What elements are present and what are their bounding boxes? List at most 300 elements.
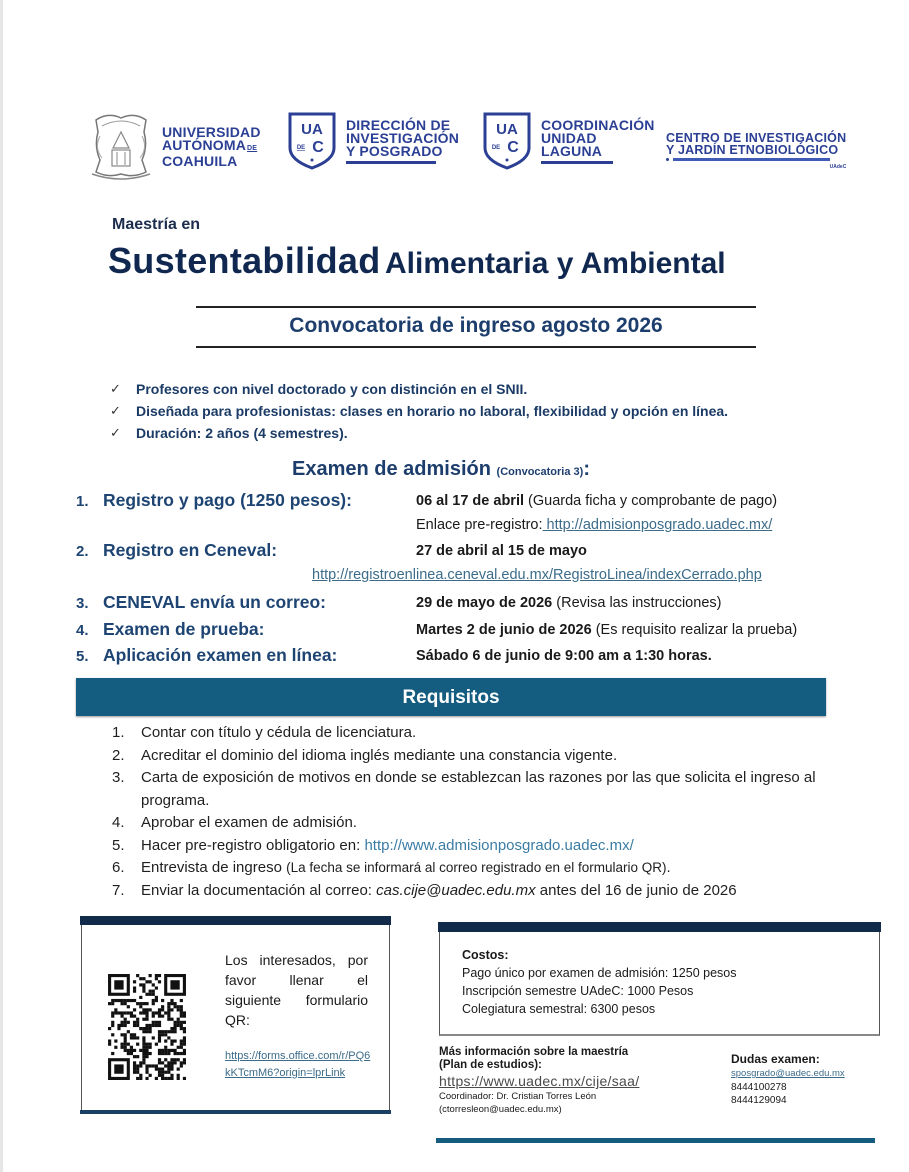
qr-module (127, 999, 130, 1002)
qr-module (133, 1055, 136, 1058)
qr-module (133, 1008, 136, 1011)
costs-content (462, 946, 737, 1018)
qr-module (127, 1021, 130, 1024)
qr-module (145, 1024, 148, 1027)
qr-module (136, 1036, 139, 1039)
qr-module (149, 1024, 152, 1027)
qr-module (149, 974, 152, 977)
qr-module (167, 1015, 170, 1018)
qr-module (167, 1068, 170, 1071)
qr-module (180, 1027, 183, 1030)
qr-module (158, 1033, 161, 1036)
qr-module (167, 1036, 170, 1039)
qr-module (152, 1064, 155, 1067)
uadec-logo (88, 112, 261, 182)
qr-module (155, 1064, 158, 1067)
qr-module (142, 1058, 145, 1061)
uadec-logo-text (162, 126, 261, 168)
qr-module (121, 1021, 124, 1024)
costs-box (439, 922, 880, 1036)
pretitle: Maestría en (112, 216, 201, 233)
qr-module (152, 993, 155, 996)
qr-module (152, 1002, 155, 1005)
highlight-text: Diseñada para profesionistas: clases en horario no laboral, flexibilidad y opción en línea. (136, 403, 729, 419)
exam-title: Examen de admisión (292, 458, 491, 480)
qr-module (164, 1039, 167, 1042)
qr-module (145, 1068, 148, 1071)
qr-module (161, 1061, 164, 1064)
qr-module (155, 1043, 158, 1046)
qr-module (121, 1011, 124, 1014)
qr-module (136, 1071, 139, 1074)
qr-module (139, 1005, 142, 1008)
qr-module (117, 1024, 120, 1027)
qr-box-top-bar (80, 916, 391, 925)
qr-module (167, 1077, 170, 1080)
shield-c: C (507, 139, 519, 156)
qr-module (155, 996, 158, 999)
qr-module (124, 1046, 127, 1049)
qr-module (142, 1046, 145, 1049)
qr-module (174, 1027, 177, 1030)
dip-line-2: INVESTIGACIÓN (346, 129, 460, 146)
costs-title: Costos: (462, 948, 509, 962)
qr-module (145, 1011, 148, 1014)
qr-module (142, 1008, 145, 1011)
qr-module (149, 1052, 152, 1055)
qr-module (145, 1055, 148, 1058)
qr-module (142, 983, 145, 986)
qr-module (177, 1052, 180, 1055)
qr-module (161, 1074, 164, 1077)
qr-module (133, 999, 136, 1002)
preregistro-obligatorio-link[interactable]: http://www.admisionposgrado.uadec.mx/ (364, 836, 634, 854)
qr-module (170, 1039, 173, 1042)
qr-module (142, 1055, 145, 1058)
costs-box-top-bar (438, 922, 881, 932)
qr-module (152, 990, 155, 993)
qr-module (149, 1064, 152, 1067)
qr-module (155, 1011, 158, 1014)
qr-module (158, 1058, 161, 1061)
qr-module (136, 974, 139, 977)
qr-module (152, 1036, 155, 1039)
documentation-email[interactable]: cas.cije@uadec.edu.mx (376, 881, 536, 899)
qr-instructions: Los interesados, por favor llenar el siguiente formulario QR: (225, 952, 368, 1028)
qr-module (124, 1043, 127, 1046)
qr-module (142, 1039, 145, 1042)
forms-link[interactable]: https://forms.office.com/r/PQ6kKTcmM6?origin=lprLink (225, 1050, 371, 1079)
qr-module (133, 1033, 136, 1036)
step-3-value: 29 de mayo de 2026 (Revisa las instrucciones) (416, 595, 722, 611)
qr-module (167, 1011, 170, 1014)
qr-module (167, 1071, 170, 1074)
qr-module (136, 1018, 139, 1021)
dudas-title: Dudas examen: (731, 1052, 820, 1066)
qr-module (117, 1011, 120, 1014)
qr-module (174, 1024, 177, 1027)
uadec-de: DE (247, 145, 258, 152)
qr-module (142, 977, 145, 980)
qr-module (155, 1021, 158, 1024)
qr-module (170, 1049, 173, 1052)
qr-module (127, 1052, 130, 1055)
coordinator-email[interactable]: (ctorresleon@uadec.edu.mx) (439, 1104, 562, 1115)
exam-heading (292, 458, 590, 481)
qr-module (155, 1077, 158, 1080)
qr-module (145, 1018, 148, 1021)
requisito-item: 3. Carta de exposición de motivos en donde se establezcan las razones por las que solicita el ingreso al programa. (112, 769, 816, 809)
cul-underline (541, 161, 613, 164)
university-seal-icon (88, 112, 154, 182)
qr-module (180, 1046, 183, 1049)
qr-module (145, 1077, 148, 1080)
qr-module (174, 1002, 177, 1005)
qr-module (111, 999, 114, 1002)
step-2-value: 27 de abril al 15 de mayo (416, 543, 587, 559)
qr-module (139, 1061, 142, 1064)
qr-module (167, 1018, 170, 1021)
qr-module (177, 1058, 180, 1061)
cije-line-2: Y JARDÍN ETNOBIOLÓGICO (666, 143, 839, 157)
qr-module (180, 999, 183, 1002)
qr-module (177, 1074, 180, 1077)
qr-module (152, 1011, 155, 1014)
cije-line-1: CENTRO DE INVESTIGACIÓN (666, 131, 847, 145)
qr-module (161, 1071, 164, 1074)
qr-module (139, 996, 142, 999)
qr-module (167, 1052, 170, 1055)
qr-module (124, 1002, 127, 1005)
step-4-label: 4. Examen de prueba: (76, 619, 265, 639)
qr-module (155, 999, 158, 1002)
qr-module (145, 1002, 148, 1005)
qr-module (149, 1074, 152, 1077)
qr-module (130, 1036, 133, 1039)
qr-module (161, 1015, 164, 1018)
cul-logo-text (541, 116, 655, 164)
qr-module (142, 1043, 145, 1046)
shield-ua: UA (496, 121, 518, 138)
qr-module (139, 983, 142, 986)
qr-module (114, 999, 117, 1002)
qr-module (145, 1030, 148, 1033)
qr-module (158, 1049, 161, 1052)
qr-module (183, 1058, 186, 1061)
qr-module (158, 1011, 161, 1014)
program-title-rest: Alimentaria y Ambiental (384, 247, 726, 280)
qr-module (183, 1043, 186, 1046)
qr-module (124, 1024, 127, 1027)
exam-questions (731, 1051, 845, 1108)
qr-module (133, 1064, 136, 1067)
qr-module (170, 1008, 173, 1011)
qr-module (142, 990, 145, 993)
qr-module (174, 1021, 177, 1024)
qr-module (133, 1068, 136, 1071)
qr-module (133, 1021, 136, 1024)
qr-module (167, 1061, 170, 1064)
qr-module (136, 1055, 139, 1058)
qr-module (158, 1068, 161, 1071)
preregistro-link[interactable]: http://admisionposgrado.uadec.mx/ (542, 517, 773, 533)
shield-ua: UA (301, 121, 323, 138)
qr-module (142, 1018, 145, 1021)
qr-module (124, 1018, 127, 1021)
qr-module (133, 1036, 136, 1039)
qr-module (177, 1046, 180, 1049)
qr-module (142, 1061, 145, 1064)
step-5-value: Sábado 6 de junio de 9:00 am a 1:30 horas. (416, 648, 712, 664)
qr-module (114, 1008, 117, 1011)
qr-module (174, 1052, 177, 1055)
qr-module (177, 1005, 180, 1008)
qr-module (183, 1039, 186, 1042)
qr-module (127, 1049, 130, 1052)
qr-module (158, 1024, 161, 1027)
qr-module (139, 1027, 142, 1030)
qr-module (180, 1061, 183, 1064)
qr-module (164, 1071, 167, 1074)
qr-module (130, 999, 133, 1002)
qr-module (161, 1005, 164, 1008)
qr-module (180, 1015, 183, 1018)
qr-module (149, 980, 152, 983)
qr-form-box (81, 916, 390, 1114)
qr-module (121, 999, 124, 1002)
qr-module (111, 1002, 114, 1005)
qr-module (139, 1077, 142, 1080)
qr-module (167, 1002, 170, 1005)
qr-module (158, 1061, 161, 1064)
qr-module (139, 977, 142, 980)
qr-module (114, 1046, 117, 1049)
highlight-item (110, 400, 728, 422)
dudas-email[interactable]: sposgrado@uadec.edu.mx (731, 1068, 845, 1079)
qr-module (164, 1052, 167, 1055)
qr-module (174, 1039, 177, 1042)
qr-module (142, 1052, 145, 1055)
exam-colon: : (583, 458, 590, 480)
qr-module (161, 1068, 164, 1071)
dip-underline (346, 161, 436, 164)
qr-module (145, 1015, 148, 1018)
qr-module (145, 1049, 148, 1052)
qr-module (183, 1021, 186, 1024)
cost-line: Inscripción semestre UAdeC: 1000 Pesos (462, 984, 694, 998)
qr-module (114, 1039, 117, 1042)
qr-module (142, 1011, 145, 1014)
qr-module (142, 1030, 145, 1033)
qr-module (180, 1043, 183, 1046)
cul-logo (483, 112, 655, 170)
dip-line-1: DIRECCIÓN DE (346, 116, 451, 133)
requisitos-header: Requisitos (76, 678, 826, 716)
cije-logo (666, 132, 846, 170)
qr-module (164, 1077, 167, 1080)
qr-module (161, 1033, 164, 1036)
qr-module (145, 1052, 148, 1055)
qr-module (170, 1077, 173, 1080)
qr-module (130, 1011, 133, 1014)
qr-module (130, 1052, 133, 1055)
qr-module (183, 1027, 186, 1030)
qr-module (145, 1043, 148, 1046)
footer-bar (436, 1138, 875, 1143)
requisito-item: 1. Contar con título y cédula de licenciatura. (112, 724, 417, 741)
qr-module (139, 1002, 142, 1005)
step-1-value: 06 al 17 de abril (Guarda ficha y comprobante de pago) (416, 493, 778, 509)
qr-module (158, 1074, 161, 1077)
requisitos-list (112, 722, 832, 902)
qr-module (158, 1008, 161, 1011)
qr-module (133, 1015, 136, 1018)
highlight-text: Profesores con nivel doctorado y con distinción en el SNII. (136, 381, 528, 397)
qr-module (152, 983, 155, 986)
qr-module (170, 1074, 173, 1077)
qr-module (183, 1052, 186, 1055)
ceneval-link[interactable]: http://registroenlinea.ceneval.edu.mx/RegistroLinea/indexCerrado.php (312, 567, 762, 583)
check-icon: ✓ (110, 381, 121, 396)
highlight-item (110, 422, 728, 444)
qr-module (177, 1077, 180, 1080)
highlight-text: Duración: 2 años (4 semestres). (136, 425, 348, 441)
qr-module (180, 1064, 183, 1067)
dudas-phone: 8444129094 (731, 1095, 787, 1106)
qr-module (142, 986, 145, 989)
requisito-item: 2. Acreditar el dominio del idioma inglés mediante una constancia vigente. (112, 746, 618, 764)
qr-module (164, 1030, 167, 1033)
qr-module (158, 1039, 161, 1042)
qr-module (180, 1052, 183, 1055)
qr-module (136, 1064, 139, 1067)
qr-module (167, 1008, 170, 1011)
qr-module (158, 1015, 161, 1018)
qr-module (124, 1021, 127, 1024)
qr-module (127, 1030, 130, 1033)
qr-module (149, 1030, 152, 1033)
qr-module (121, 1046, 124, 1049)
qr-module (133, 1049, 136, 1052)
preregistro-label: Enlace pre-registro: (416, 517, 543, 533)
qr-module (167, 1064, 170, 1067)
qr-module (170, 1068, 173, 1071)
qr-module (139, 1049, 142, 1052)
qr-module (158, 1021, 161, 1024)
qr-module (149, 993, 152, 996)
qr-module (149, 1043, 152, 1046)
qr-module (111, 1015, 114, 1018)
dip-logo-text (346, 116, 460, 164)
qr-module (155, 1024, 158, 1027)
qr-module (177, 1024, 180, 1027)
divider-bottom (196, 346, 756, 348)
qr-module (111, 1011, 114, 1014)
qr-module (167, 1030, 170, 1033)
qr-module (114, 1011, 117, 1014)
qr-code-icon[interactable] (108, 974, 186, 1080)
qr-module (133, 980, 136, 983)
uadec-line-2: AUTÓNOMA (162, 137, 247, 153)
shield-de: DE (296, 145, 306, 151)
qr-module (155, 977, 158, 980)
step-1-label: 1. Registro y pago (1250 pesos): (76, 490, 352, 510)
qr-module (158, 980, 161, 983)
qr-module (183, 1077, 186, 1080)
more-info-title: Más información sobre la maestría (439, 1046, 629, 1058)
qr-module (145, 993, 148, 996)
qr-module (133, 1071, 136, 1074)
qr-module (177, 1068, 180, 1071)
cul-line-1: COORDINACIÓN (541, 116, 655, 133)
step-3-label: 3. CENEVAL envía un correo: (76, 592, 327, 612)
qr-module (142, 1002, 145, 1005)
qr-module (124, 1033, 127, 1036)
qr-module (155, 986, 158, 989)
cost-line: Pago único por examen de admisión: 1250 pesos (462, 966, 737, 980)
qr-module (124, 1049, 127, 1052)
qr-module (145, 1071, 148, 1074)
qr-module (170, 1002, 173, 1005)
qr-module (167, 1049, 170, 1052)
plan-estudios-link[interactable]: https://www.uadec.mx/cije/saa/ (439, 1073, 640, 1089)
more-info-subtitle: (Plan de estudios): (439, 1059, 542, 1071)
qr-module (152, 1021, 155, 1024)
qr-module (170, 1058, 173, 1061)
qr-module (111, 1052, 114, 1055)
qr-module (152, 999, 155, 1002)
qr-module (170, 999, 173, 1002)
qr-module (180, 1024, 183, 1027)
qr-module (145, 980, 148, 983)
requisito-item: 6. Entrevista de ingreso (La fecha se informará al correo registrado en el formulario QR). (112, 859, 671, 876)
qr-module (136, 1068, 139, 1071)
qr-module (130, 1033, 133, 1036)
qr-module (136, 1077, 139, 1080)
qr-module (145, 1008, 148, 1011)
uadec-shield-icon (288, 112, 336, 170)
qr-module (161, 1030, 164, 1033)
cije-uadec-mark: UAdeC (829, 164, 847, 170)
divider-top (196, 306, 756, 308)
qr-module (177, 1021, 180, 1024)
program-title-main: Sustentabilidad (108, 240, 381, 281)
highlight-item (110, 378, 728, 400)
qr-module (170, 1043, 173, 1046)
qr-module (121, 1015, 124, 1018)
qr-module (158, 1030, 161, 1033)
qr-box-bottom-bar (80, 1110, 391, 1114)
shield-c: C (312, 139, 324, 156)
check-icon: ✓ (110, 425, 121, 440)
uadec-shield-icon (483, 112, 531, 170)
qr-module (139, 1011, 142, 1014)
qr-module (136, 1024, 139, 1027)
qr-module (170, 1027, 173, 1030)
check-icon: ✓ (110, 403, 121, 418)
qr-module (152, 1024, 155, 1027)
qr-module (180, 1011, 183, 1014)
qr-module (121, 1043, 124, 1046)
qr-module (183, 1011, 186, 1014)
page-edge (0, 0, 3, 1172)
program-title (108, 240, 726, 282)
qr-module (164, 1033, 167, 1036)
qr-module (136, 1021, 139, 1024)
preregistro-line (416, 517, 772, 533)
qr-module (164, 1011, 167, 1014)
qr-module (145, 1046, 148, 1049)
